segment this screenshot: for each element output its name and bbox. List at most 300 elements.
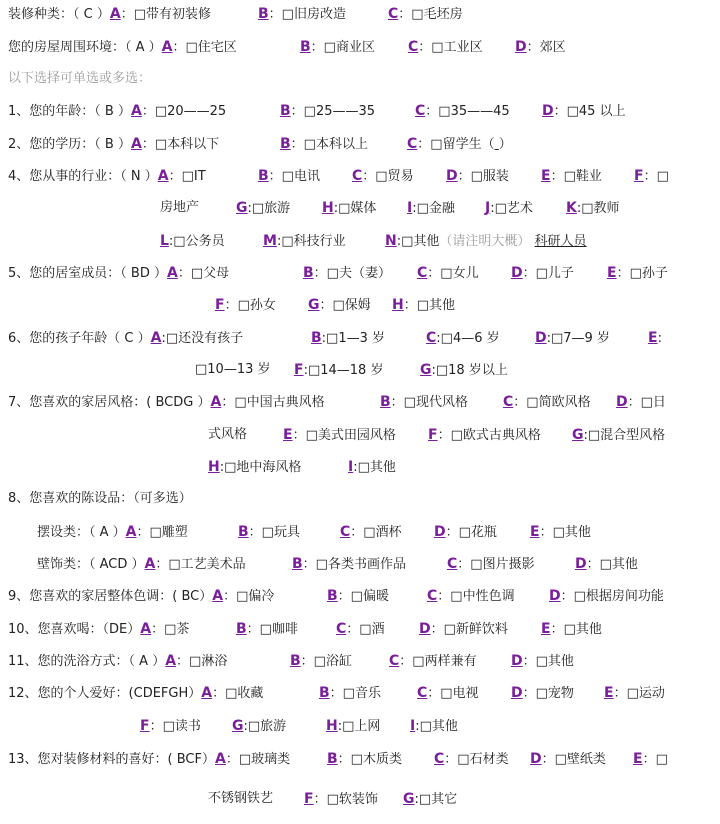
option-segment bbox=[37, 554, 246, 575]
option-segment bbox=[8, 651, 227, 672]
option-key: D bbox=[511, 653, 523, 669]
option-text: ：□玻璃类 bbox=[225, 752, 291, 767]
option-segment bbox=[389, 651, 477, 672]
option-key: A bbox=[140, 621, 152, 637]
option-text: ：□根据房间功能 bbox=[560, 589, 664, 604]
option-text: 不锈钢铁艺 bbox=[208, 791, 274, 806]
option-segment bbox=[208, 457, 301, 478]
option-segment bbox=[8, 4, 211, 25]
option-key: C bbox=[447, 556, 458, 572]
option-segment bbox=[392, 295, 455, 316]
option-text: ：□现代风格 bbox=[390, 395, 468, 410]
option-key: D bbox=[542, 103, 554, 119]
option-key: H bbox=[322, 200, 334, 216]
option-key: A bbox=[130, 136, 142, 152]
option-key: G bbox=[403, 791, 415, 807]
fill-in-blank: 科研人员 bbox=[534, 234, 587, 249]
option-text: ：□图片摄影 bbox=[457, 557, 535, 572]
option-segment bbox=[434, 522, 497, 543]
option-key: F bbox=[215, 297, 225, 313]
option-text: ：□两样兼有 bbox=[399, 654, 477, 669]
option-key: A bbox=[161, 39, 173, 55]
option-text: 摆设类：（ A ） bbox=[37, 525, 126, 540]
option-text: ：□茶 bbox=[151, 622, 190, 637]
question-line bbox=[0, 683, 720, 703]
option-segment bbox=[304, 789, 378, 810]
option-text: : bbox=[657, 331, 662, 346]
option-key: B bbox=[327, 588, 338, 604]
option-text: ：□夫（妻） bbox=[313, 266, 391, 281]
option-segment bbox=[208, 789, 273, 809]
option-key: G bbox=[236, 200, 248, 216]
option-text: ：□ bbox=[643, 169, 669, 184]
option-text: ：□女儿 bbox=[427, 266, 479, 281]
option-segment bbox=[511, 651, 574, 672]
option-key: J bbox=[485, 200, 491, 216]
option-segment bbox=[530, 749, 606, 770]
option-key: B bbox=[290, 653, 301, 669]
option-text: :□媒体 bbox=[333, 201, 377, 216]
option-segment bbox=[648, 328, 662, 349]
option-key: B bbox=[258, 168, 269, 184]
option-text: ：□鞋业 bbox=[550, 169, 602, 184]
note-text: 以下选择可单选或多选： bbox=[8, 71, 152, 86]
option-segment bbox=[535, 328, 610, 349]
option-text: □10—13 岁 bbox=[195, 362, 271, 377]
option-text: ：□工艺美术品 bbox=[155, 557, 246, 572]
option-text: 9、您喜欢的家居整体色调：( BC） bbox=[8, 589, 213, 604]
option-key: B bbox=[258, 6, 269, 22]
option-key: A bbox=[210, 394, 222, 410]
option-segment bbox=[407, 198, 455, 219]
question-line bbox=[0, 749, 720, 769]
option-key: F bbox=[428, 427, 438, 443]
option-text: ：□服装 bbox=[457, 169, 509, 184]
option-key: A bbox=[144, 556, 156, 572]
option-key: I bbox=[407, 200, 413, 216]
option-segment bbox=[327, 586, 389, 607]
option-text: :□旅游 bbox=[247, 201, 291, 216]
option-text: :□18 岁以上 bbox=[431, 363, 508, 378]
option-text: 5、您的居室成员：（ BD ） bbox=[8, 266, 167, 281]
option-text: ：□美式田园风格 bbox=[292, 428, 396, 443]
option-key: B bbox=[292, 556, 303, 572]
option-text: 装修种类：（ C ） bbox=[8, 7, 110, 22]
option-text: 12、您的个人爱好：(CDEFGH） bbox=[8, 686, 202, 701]
option-text: ：□读书 bbox=[149, 719, 201, 734]
option-key: B bbox=[300, 39, 311, 55]
option-segment bbox=[428, 425, 541, 446]
option-segment bbox=[415, 101, 510, 122]
option-segment bbox=[8, 683, 263, 704]
option-key: B bbox=[238, 524, 249, 540]
option-key: B bbox=[280, 103, 291, 119]
option-segment bbox=[263, 231, 346, 252]
option-key: C bbox=[336, 621, 347, 637]
option-text: :□还没有孩子 bbox=[161, 331, 244, 346]
question-line bbox=[0, 554, 720, 574]
option-segment bbox=[385, 231, 587, 252]
option-segment bbox=[327, 749, 402, 770]
option-key: I bbox=[410, 718, 416, 734]
option-text: ：□宠物 bbox=[522, 686, 574, 701]
option-text: 2、您的学历：（ B ） bbox=[8, 137, 131, 152]
option-key: E bbox=[283, 427, 293, 443]
question-line bbox=[0, 37, 720, 57]
option-text: ：□日 bbox=[627, 395, 666, 410]
option-text: ：□音乐 bbox=[329, 686, 381, 701]
option-key: B bbox=[280, 136, 291, 152]
option-key: A bbox=[109, 6, 121, 22]
option-segment bbox=[8, 101, 226, 122]
option-key: D bbox=[511, 265, 523, 281]
option-key: D bbox=[446, 168, 458, 184]
option-key: C bbox=[503, 394, 514, 410]
option-segment bbox=[258, 166, 320, 187]
option-segment bbox=[616, 392, 666, 413]
option-key: C bbox=[408, 39, 419, 55]
option-key: E bbox=[633, 751, 643, 767]
option-text: ：□25——35 bbox=[290, 104, 376, 119]
option-text: :□地中海风格 bbox=[219, 460, 302, 475]
option-segment bbox=[511, 263, 574, 284]
option-segment bbox=[542, 101, 626, 122]
option-text: ：□毛坯房 bbox=[398, 7, 463, 22]
option-key: H bbox=[326, 718, 338, 734]
question-line bbox=[0, 198, 720, 218]
option-text: ：□电讯 bbox=[268, 169, 320, 184]
option-segment bbox=[511, 683, 574, 704]
option-segment bbox=[8, 392, 325, 413]
option-text: ：□偏暖 bbox=[337, 589, 389, 604]
option-segment bbox=[232, 716, 286, 737]
option-text: ：□雕塑 bbox=[136, 525, 188, 540]
option-key: D bbox=[616, 394, 628, 410]
option-key: G bbox=[420, 362, 432, 378]
option-text: 6、您的孩子年龄（ C ） bbox=[8, 331, 151, 346]
option-segment bbox=[8, 166, 206, 187]
option-segment bbox=[319, 683, 381, 704]
option-text: ：□住宅区 bbox=[172, 40, 237, 55]
option-text: ：郊区 bbox=[526, 40, 566, 55]
option-text: :□公务员 bbox=[168, 234, 225, 249]
option-text: ：□旧房改造 bbox=[268, 7, 346, 22]
option-key: C bbox=[417, 685, 428, 701]
option-text: ：□电视 bbox=[427, 686, 479, 701]
option-text: ：□中国古典风格 bbox=[221, 395, 325, 410]
option-key: K bbox=[566, 200, 577, 216]
option-key: N bbox=[385, 233, 397, 249]
option-text: ：□酒 bbox=[346, 622, 385, 637]
question-line bbox=[0, 586, 720, 606]
option-text: ：□其他 bbox=[403, 298, 456, 313]
option-key: F bbox=[634, 168, 644, 184]
option-segment bbox=[8, 37, 237, 58]
option-text: ：□儿子 bbox=[522, 266, 574, 281]
option-segment bbox=[294, 360, 383, 381]
option-text: ：□简欧风格 bbox=[513, 395, 591, 410]
option-text: :□4—6 岁 bbox=[436, 331, 500, 346]
option-segment bbox=[8, 586, 274, 607]
option-key: B bbox=[319, 685, 330, 701]
option-text: :□上网 bbox=[337, 719, 381, 734]
option-segment bbox=[446, 166, 509, 187]
option-segment bbox=[258, 4, 346, 25]
option-text: :□金融 bbox=[412, 201, 455, 216]
option-segment bbox=[8, 619, 189, 640]
option-text: ：□偏冷 bbox=[223, 589, 275, 604]
option-key: C bbox=[340, 524, 351, 540]
option-key: B bbox=[327, 751, 338, 767]
question-line bbox=[0, 651, 720, 671]
option-key: A bbox=[150, 330, 162, 346]
option-text: :□7—9 岁 bbox=[546, 331, 610, 346]
option-text: :□旅游 bbox=[243, 719, 287, 734]
option-text: ：□各类书画作品 bbox=[302, 557, 406, 572]
option-text: 壁饰类：（ ACD ） bbox=[37, 557, 145, 572]
option-text: ：□木质类 bbox=[337, 752, 402, 767]
option-text: :□教师 bbox=[576, 201, 620, 216]
option-text: 房地产 bbox=[160, 200, 200, 215]
option-key: I bbox=[348, 459, 354, 475]
question-line bbox=[0, 295, 720, 315]
option-segment bbox=[503, 392, 591, 413]
question-line bbox=[0, 328, 720, 348]
option-segment bbox=[326, 716, 380, 737]
option-text: ：□本科以上 bbox=[290, 137, 368, 152]
option-segment bbox=[604, 683, 665, 704]
option-key: D bbox=[511, 685, 523, 701]
option-text: ：□保姆 bbox=[319, 298, 371, 313]
option-text: ：□石材类 bbox=[444, 752, 509, 767]
option-segment bbox=[348, 457, 396, 478]
question-line bbox=[0, 134, 720, 154]
option-key: A bbox=[215, 751, 226, 767]
option-text: ：□其他 bbox=[539, 525, 591, 540]
option-text: ：□酒杯 bbox=[350, 525, 402, 540]
option-text: ：□咖啡 bbox=[246, 622, 298, 637]
option-segment bbox=[8, 489, 192, 509]
option-text: ：□其他 bbox=[522, 654, 574, 669]
question-line bbox=[0, 69, 720, 89]
option-key: C bbox=[352, 168, 363, 184]
option-text: ：□IT bbox=[168, 169, 206, 184]
question-line bbox=[0, 425, 720, 445]
option-text: 式风格 bbox=[208, 427, 248, 442]
option-text: ） bbox=[498, 137, 512, 152]
question-line bbox=[0, 716, 720, 736]
option-segment bbox=[280, 134, 368, 155]
option-segment bbox=[292, 554, 406, 575]
option-text: :□14—18 岁 bbox=[303, 363, 384, 378]
option-text: ：□商业区 bbox=[310, 40, 375, 55]
option-key: F bbox=[140, 718, 150, 734]
option-key: D bbox=[434, 524, 446, 540]
option-key: D bbox=[530, 751, 542, 767]
option-text: ：□运动 bbox=[613, 686, 665, 701]
option-key: B bbox=[236, 621, 247, 637]
option-key: B bbox=[380, 394, 391, 410]
option-key: C bbox=[417, 265, 428, 281]
question-line bbox=[0, 4, 720, 24]
option-segment bbox=[634, 166, 669, 187]
option-text: :□混合型风格 bbox=[583, 428, 666, 443]
question-line bbox=[0, 619, 720, 639]
option-segment bbox=[410, 716, 458, 737]
option-text: ：□玩具 bbox=[248, 525, 300, 540]
option-segment bbox=[407, 134, 512, 155]
question-line bbox=[0, 166, 720, 186]
option-text: :□其他 bbox=[396, 234, 440, 249]
option-text: 8、您喜欢的陈设品：（可多选） bbox=[8, 491, 192, 506]
option-segment bbox=[280, 101, 375, 122]
option-segment bbox=[417, 683, 479, 704]
option-segment bbox=[408, 37, 483, 58]
option-segment bbox=[549, 586, 664, 607]
option-key: E bbox=[530, 524, 540, 540]
option-text: ：□工业区 bbox=[418, 40, 483, 55]
option-key: E bbox=[648, 330, 658, 346]
option-text: :□其他 bbox=[415, 719, 458, 734]
question-line bbox=[0, 489, 720, 509]
option-text: ：□留学生（ bbox=[417, 137, 495, 152]
option-segment bbox=[160, 231, 225, 252]
option-segment bbox=[290, 651, 352, 672]
option-key: B bbox=[303, 265, 314, 281]
option-key: A bbox=[212, 588, 224, 604]
option-text: :□1—3 岁 bbox=[321, 331, 386, 346]
option-key: G bbox=[232, 718, 244, 734]
option-segment bbox=[336, 619, 385, 640]
option-key: A bbox=[157, 168, 169, 184]
option-text: 1、您的年龄：（ B ） bbox=[8, 104, 131, 119]
option-text: ：□35——45 bbox=[425, 104, 510, 119]
option-key: F bbox=[294, 362, 304, 378]
option-text: ：□软装饰 bbox=[313, 792, 378, 807]
option-segment bbox=[215, 295, 276, 316]
option-key: E bbox=[541, 168, 551, 184]
option-text: ：□孙子 bbox=[616, 266, 668, 281]
option-text: 7、您喜欢的家居风格：( BCDG ） bbox=[8, 395, 211, 410]
question-line bbox=[0, 360, 720, 380]
option-segment bbox=[541, 166, 602, 187]
option-text: ：□淋浴 bbox=[176, 654, 228, 669]
option-segment bbox=[607, 263, 668, 284]
option-text: ：□孙女 bbox=[224, 298, 276, 313]
option-segment bbox=[140, 716, 201, 737]
option-segment bbox=[160, 198, 199, 218]
option-segment bbox=[434, 749, 509, 770]
option-text: ：□壁纸类 bbox=[541, 752, 606, 767]
option-text: ：□收藏 bbox=[212, 686, 264, 701]
option-key: C bbox=[389, 653, 400, 669]
option-text: 4、您从事的行业：（ N ） bbox=[8, 169, 158, 184]
option-key: D bbox=[575, 556, 587, 572]
option-key: L bbox=[160, 233, 169, 249]
option-segment bbox=[37, 522, 188, 543]
option-segment bbox=[575, 554, 638, 575]
option-segment bbox=[566, 198, 620, 219]
option-segment bbox=[427, 586, 515, 607]
option-key: A bbox=[201, 685, 213, 701]
option-segment bbox=[530, 522, 591, 543]
option-key: A bbox=[165, 653, 177, 669]
option-segment bbox=[8, 69, 151, 89]
option-key: H bbox=[208, 459, 220, 475]
option-text: ：□贸易 bbox=[362, 169, 414, 184]
option-key: D bbox=[549, 588, 561, 604]
option-segment bbox=[380, 392, 468, 413]
question-line bbox=[0, 522, 720, 542]
question-line bbox=[0, 457, 720, 477]
option-text: ：□ bbox=[642, 752, 668, 767]
option-segment bbox=[8, 263, 229, 284]
option-segment bbox=[195, 360, 271, 380]
option-segment bbox=[283, 425, 396, 446]
option-segment bbox=[303, 263, 391, 284]
option-key: E bbox=[607, 265, 617, 281]
option-segment bbox=[403, 789, 457, 810]
option-text: :□科技行业 bbox=[276, 234, 346, 249]
note-text: （请注明大概） bbox=[439, 234, 531, 249]
option-key: C bbox=[415, 103, 426, 119]
option-key: C bbox=[426, 330, 437, 346]
option-segment bbox=[308, 295, 371, 316]
option-key: A bbox=[125, 524, 137, 540]
option-text: ：□其他 bbox=[550, 622, 602, 637]
option-key: B bbox=[311, 330, 322, 346]
option-key: D bbox=[515, 39, 527, 55]
option-text: 13、您对装修材料的喜好：( BCF） bbox=[8, 752, 215, 767]
option-segment bbox=[352, 166, 414, 187]
question-line bbox=[0, 789, 720, 809]
question-line bbox=[0, 101, 720, 121]
option-text: ：□父母 bbox=[177, 266, 230, 281]
option-segment bbox=[340, 522, 402, 543]
option-segment bbox=[8, 134, 219, 155]
option-segment bbox=[485, 198, 533, 219]
option-segment bbox=[420, 360, 508, 381]
option-key: F bbox=[304, 791, 314, 807]
option-key: G bbox=[308, 297, 320, 313]
option-segment bbox=[238, 522, 300, 543]
option-text: ：□欧式古典风格 bbox=[437, 428, 541, 443]
option-text: ：□带有初装修 bbox=[120, 7, 211, 22]
option-text: ：□45 以上 bbox=[553, 104, 626, 119]
option-key: C bbox=[407, 136, 418, 152]
option-key: E bbox=[604, 685, 614, 701]
option-segment bbox=[572, 425, 665, 446]
option-text: ：□花瓶 bbox=[445, 525, 497, 540]
option-segment bbox=[419, 619, 508, 640]
option-segment bbox=[8, 328, 243, 349]
option-segment bbox=[236, 198, 290, 219]
option-segment bbox=[447, 554, 535, 575]
option-key: H bbox=[392, 297, 404, 313]
option-key: C bbox=[427, 588, 438, 604]
option-key: E bbox=[541, 621, 551, 637]
option-segment bbox=[8, 749, 290, 770]
option-text: :□其它 bbox=[414, 792, 458, 807]
option-text: ：□浴缸 bbox=[300, 654, 352, 669]
option-text: 10、您喜欢喝：（DE） bbox=[8, 622, 141, 637]
option-key: A bbox=[166, 265, 178, 281]
option-segment bbox=[311, 328, 385, 349]
question-line bbox=[0, 231, 720, 251]
option-text: :□其他 bbox=[353, 460, 396, 475]
option-segment bbox=[322, 198, 376, 219]
option-segment bbox=[388, 4, 463, 25]
